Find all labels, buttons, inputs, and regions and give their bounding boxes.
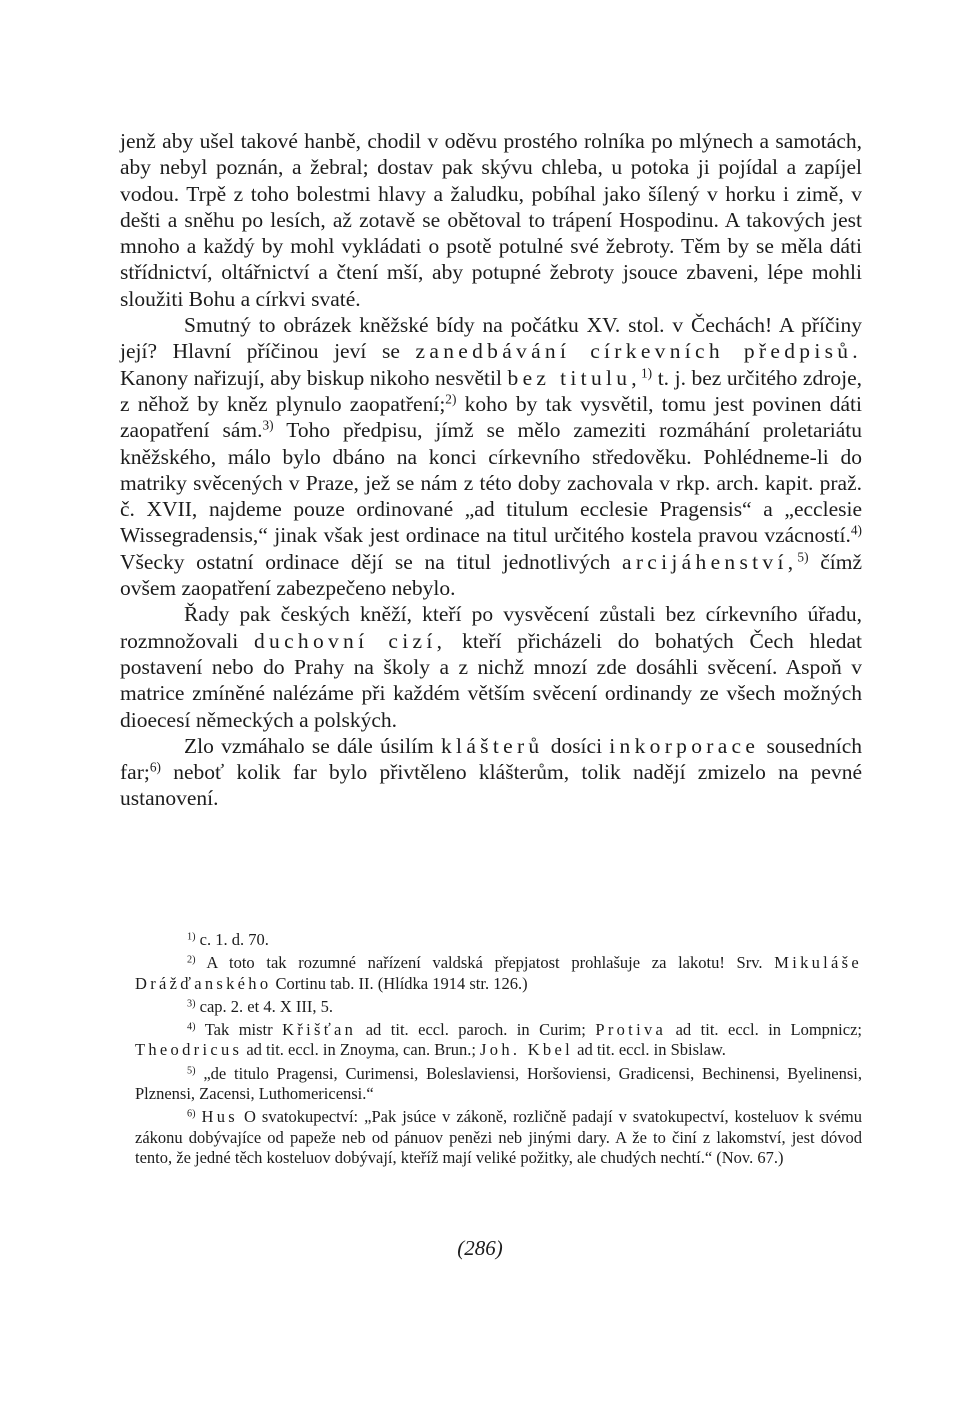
spaced-emphasis: Hus xyxy=(201,1107,239,1127)
paragraph xyxy=(120,601,862,732)
footnote-mark: 5) xyxy=(187,1065,196,1077)
footnote-ref: 4) xyxy=(850,523,862,539)
footnote-text: „de titulo Pragensi, Curimensi, Boleslaviensi, Horšoviensi, Gradicensi, Bechinensi, Byelinensi, Plznensi, Zacensi, Luthomericensi.“ xyxy=(135,1063,862,1104)
footnote-ref: 6) xyxy=(149,759,161,775)
footnote-ref: 3) xyxy=(262,417,274,433)
spaced-emphasis: Protiva xyxy=(595,1020,667,1040)
spaced-emphasis: duchovní cizí, xyxy=(253,628,447,653)
footnote-text: A toto tak rozumné nařízení valdská přepjatost prohlašuje za lakotu! Srv. xyxy=(206,953,763,973)
text-run: Toho předpisu, jímž se mělo zameziti rozmáhání proletariátu kněžského, málo bylo dbáno na konci církevního středověku. Pohlédneme-li do matriky svěcených v Praze, jež se nám z této doby zachovala v rkp. arch. kapit. praž. č. XVII, najdeme pouze ordinované „ad titulum ecclesie Pragensis“ a „ecclesie Wissegradensis,“ jinak však jest ordinace na titul určitého kostela pravou vzácností. xyxy=(120,418,862,548)
footnote-mark: 1) xyxy=(187,931,196,943)
footnote-3 xyxy=(135,997,862,1017)
text-run: Kanony nařizují, aby biskup nikoho nesvětil xyxy=(120,365,502,390)
footnote-mark: 2) xyxy=(187,954,196,966)
spaced-emphasis: inkorporace xyxy=(609,733,760,758)
footnote-2 xyxy=(135,953,862,994)
paragraph xyxy=(120,128,862,312)
spaced-emphasis: zanedbávání církevních předpisů. xyxy=(415,339,862,364)
footnotes xyxy=(135,930,862,1171)
spaced-emphasis: bez titulu, xyxy=(507,365,641,390)
text-run: dosíci xyxy=(550,733,603,758)
text-run: t. j. bez určitého zdroje, z něhož by kněz plynulo zaopatření; xyxy=(120,365,863,416)
footnote-text: Cortinu tab. II. (Hlídka 1914 str. 126.) xyxy=(275,973,528,993)
text-run: sousedních far; xyxy=(120,733,863,785)
text-run: Smutný to obrázek kněžské bídy na počátku XV. stol. v Čechách! A příčiny její? Hlavní příčinou jeví se xyxy=(120,313,862,364)
text-run: Řady pak českých kněží, kteří po vysvěcení zůstali bez církevního úřadu, rozmnožovali xyxy=(120,602,862,653)
footnote-1 xyxy=(135,930,862,950)
spaced-emphasis: arcijáhenství, xyxy=(621,549,798,574)
footnote-ref: 5) xyxy=(797,549,809,565)
footnote-text: O svatokupectví: „Pak jsúce v zákoně, rozličně padají v svatokupectví, kosteluov k svému zákonu dobývajíce od papeže neb od pánuov penězi neb jinými dary. A že to činí z lakomství, jest dóvod tento, že jedné těch kosteluov dobývají, kteříž mají veliké požitky, ale chudých nechtí.“ (Nov. 67.) xyxy=(135,1107,863,1167)
footnote-6 xyxy=(135,1107,862,1168)
text-run: neboť kolik far bylo přivtěleno klášterům, tolik nadějí zmizelo na pevné ustanovení. xyxy=(120,760,863,811)
footnote-mark: 6) xyxy=(187,1108,196,1120)
paragraph xyxy=(120,312,862,601)
spaced-emphasis: Křišťan xyxy=(282,1020,357,1040)
footnote-text: ad tit. eccl. in Sbislaw. xyxy=(577,1040,726,1060)
footnote-5 xyxy=(135,1064,862,1105)
text-run: Zlo vzmáhalo se dále úsilím xyxy=(184,733,434,758)
text-run: kteří přicházeli do bohatých Čech hledat postavení nebo do Prahy na školy a z nichž mnozí zde dosáhli svěcení. Aspoň v matrice zmíněné nalézáme při každém větším svěcení ordinandy ze všech možných dioecesí německých a polských. xyxy=(120,628,863,732)
text-run: Všecky ostatní ordinace dějí se na titul jednotlivých xyxy=(120,549,611,574)
spaced-emphasis: klášterů xyxy=(441,733,544,758)
main-text xyxy=(120,128,862,812)
text-run: koho by tak vysvětil, tomu jest povinen dáti zaopatření sám. xyxy=(120,391,863,443)
footnote-text: ad tit. eccl. in Lompnicz; xyxy=(675,1020,862,1040)
text-run: čímž ovšem zaopatření zabezpečeno nebylo. xyxy=(120,549,863,601)
footnote-text: cap. 2. et 4. X III, 5. xyxy=(199,996,333,1016)
footnote-text: Tak mistr xyxy=(204,1020,273,1040)
footnote-ref: 2) xyxy=(445,391,457,407)
footnote-mark: 4) xyxy=(187,1021,196,1033)
spaced-emphasis: Theodricus xyxy=(135,1040,243,1060)
text-run: jenž aby ušel takové hanbě, chodil v oděvu prostého rolníka po mlýnech a samotách, aby nebyl poznán, a žebral; dostav pak skývu chleba, u potoka ji pojídal a zapíjel vodou. Trpě z toho bolestmi hlavy a žaludku, pobíhal jako šílený v horku i zimě, v dešti a sněhu po lesích, až zotavě se obětoval to trápení Hospodinu. A takových jest mnoho a každý by mohl vykládati o psotě potulné své žebroty. Těm by se měla dáti střídnictví, oltářnictví a čtení mší, aby potupné žebroty jsouce zbaveni, lépe mohli sloužiti Bohu a církvi svaté. xyxy=(120,129,862,311)
footnote-text: ad tit. eccl. paroch. in Curim; xyxy=(365,1020,586,1040)
spaced-emphasis: Mikuláše Drážďanského xyxy=(135,953,863,993)
footnote-4 xyxy=(135,1020,862,1061)
footnote-ref: 1) xyxy=(641,365,653,381)
page-number: (286) xyxy=(457,1236,503,1260)
spaced-emphasis: Joh. Kbel xyxy=(480,1040,573,1060)
footnote-text: ad tit. eccl. in Znoyma, can. Brun.; xyxy=(246,1040,476,1060)
footnote-mark: 3) xyxy=(187,998,196,1010)
footnote-text: c. 1. d. 70. xyxy=(199,930,269,949)
paragraph xyxy=(120,733,862,812)
